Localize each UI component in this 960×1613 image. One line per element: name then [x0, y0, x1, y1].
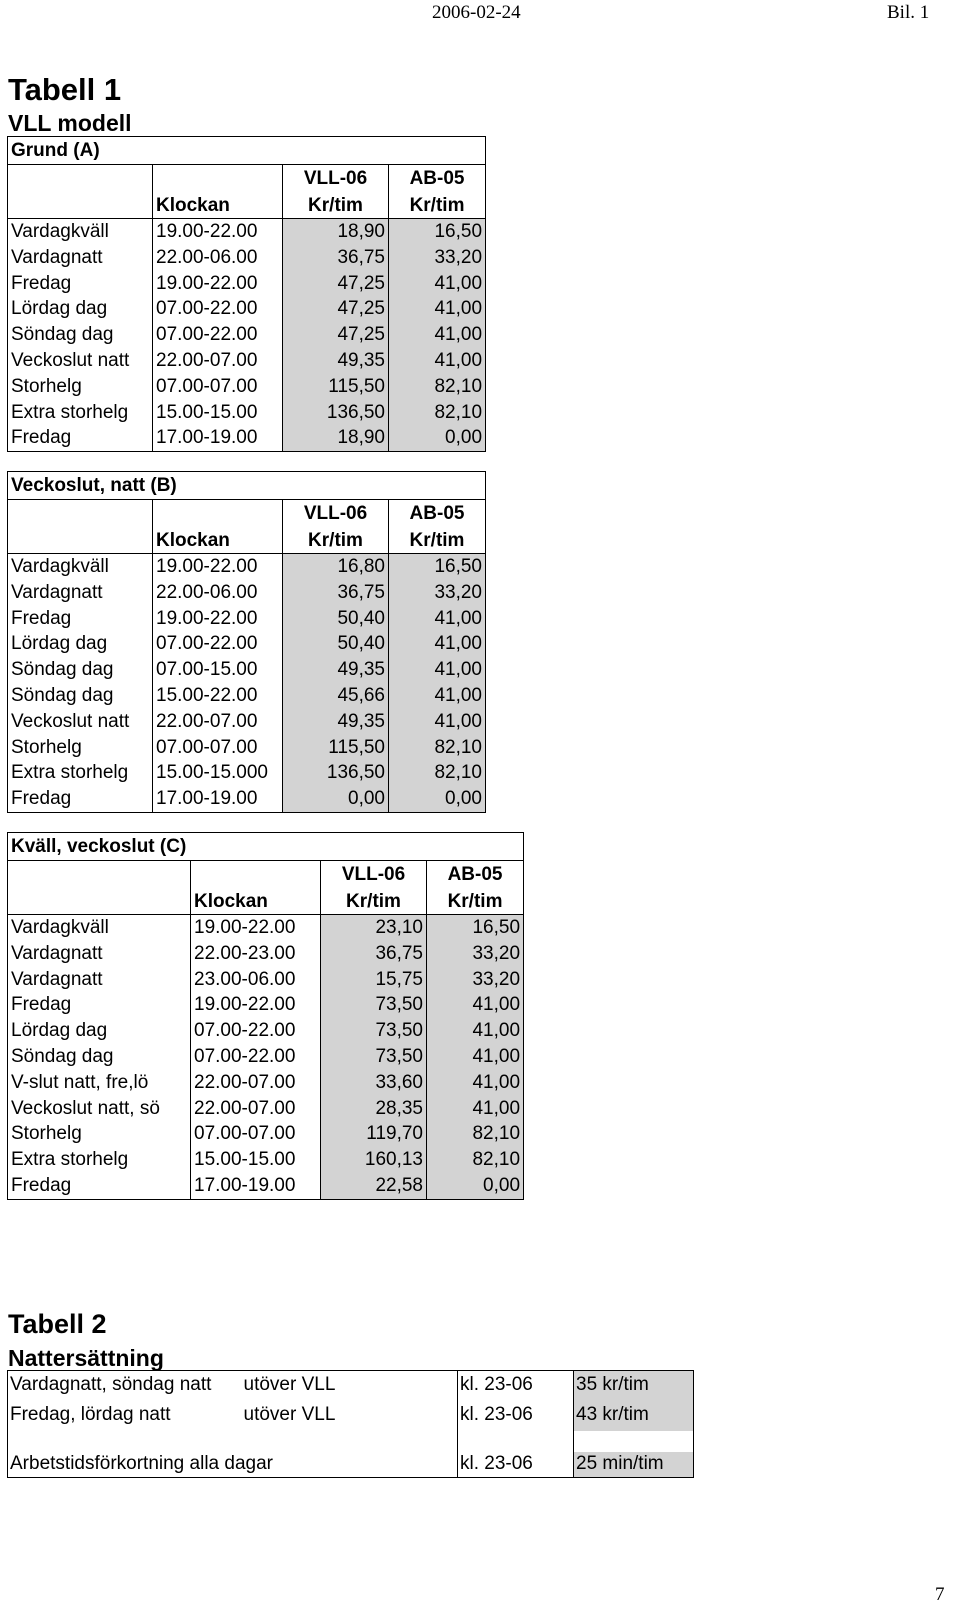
column-header-blank: [8, 889, 191, 915]
row-ab-rate: 82,10: [389, 374, 486, 400]
row-vll-rate: 50,40: [283, 631, 389, 657]
row-label: Storhelg: [8, 735, 153, 761]
column-header-vll: VLL-06: [321, 861, 427, 890]
table-row: [8, 760, 486, 786]
column-header-spacer: [191, 861, 321, 890]
column-header-ab-unit: Kr/tim: [427, 889, 524, 915]
row-vll-rate: 36,75: [321, 941, 427, 967]
column-header-klockan: Klockan: [191, 889, 321, 915]
row-time: 23.00-06.00: [191, 967, 321, 993]
row-vll-rate: 0,00: [283, 786, 389, 812]
row-vll-rate: 18,90: [283, 219, 389, 245]
page-number: 7: [935, 1584, 945, 1605]
table-row: [8, 1452, 694, 1478]
row-ab-rate: 41,00: [427, 1070, 524, 1096]
row-time: 07.00-22.00: [153, 322, 283, 348]
row-vll-rate: 115,50: [283, 374, 389, 400]
row-ab-rate: 41,00: [389, 709, 486, 735]
row-vll-rate: 49,35: [283, 657, 389, 683]
row-label: Vardagnatt: [8, 245, 153, 271]
section-veckoslut-natt-table: [7, 471, 486, 813]
table-row: [8, 1121, 524, 1147]
row-label: Vardagnatt, söndag natt: [8, 1371, 242, 1400]
row-time: 22.00-06.00: [153, 580, 283, 606]
table2-subtitle: Nattersättning: [8, 1345, 164, 1371]
row-ab-rate: 41,00: [427, 992, 524, 1018]
column-header-klockan: Klockan: [153, 193, 283, 219]
column-header-ab: AB-05: [389, 500, 486, 529]
table-row: [8, 683, 486, 709]
row-time: 19.00-22.00: [153, 554, 283, 580]
table-row: [8, 786, 486, 812]
row-ab-rate: 41,00: [427, 1044, 524, 1070]
table-row: [8, 554, 486, 580]
row-label: Storhelg: [8, 1121, 191, 1147]
row-vll-rate: 16,80: [283, 554, 389, 580]
row-label: Vardagnatt: [8, 967, 191, 993]
row-vll-rate: 36,75: [283, 245, 389, 271]
row-label: Söndag dag: [8, 1044, 191, 1070]
table-row: [8, 1371, 694, 1400]
row-time: 22.00-07.00: [191, 1070, 321, 1096]
table-row: [8, 941, 524, 967]
row-time: 07.00-22.00: [191, 1018, 321, 1044]
row-vll-rate: 136,50: [283, 760, 389, 786]
row-ab-rate: 41,00: [389, 657, 486, 683]
row-label: Vardagkväll: [8, 554, 153, 580]
column-header-row: [8, 165, 486, 194]
row-time: 15.00-15.00: [191, 1147, 321, 1173]
row-label: Lördag dag: [8, 631, 153, 657]
row-ab-rate: 33,20: [389, 580, 486, 606]
table-row: [8, 631, 486, 657]
row-label: Fredag: [8, 786, 153, 812]
section-header-row: [8, 833, 524, 861]
column-header-spacer: [153, 500, 283, 529]
table-row: [8, 606, 486, 632]
table-row: [8, 219, 486, 245]
table-row: [8, 735, 486, 761]
row-label: Fredag: [8, 992, 191, 1018]
row-label: Fredag: [8, 271, 153, 297]
column-header-row: [8, 889, 524, 915]
row-label: Storhelg: [8, 374, 153, 400]
table-row: [8, 425, 486, 451]
column-header-ab-unit: Kr/tim: [389, 528, 486, 554]
row-label: V-slut natt, fre,lö: [8, 1070, 191, 1096]
header-attachment-label: Bil. 1: [887, 2, 930, 23]
row-time: 07.00-22.00: [191, 1044, 321, 1070]
row-vll-rate: 23,10: [321, 915, 427, 941]
table-row: [8, 1070, 524, 1096]
row-vll-rate: 73,50: [321, 992, 427, 1018]
row-vll-rate: 136,50: [283, 400, 389, 426]
column-header-blank: [8, 193, 153, 219]
row-vll-rate: 49,35: [283, 709, 389, 735]
row-ab-rate: 16,50: [427, 915, 524, 941]
row-label: Lördag dag: [8, 296, 153, 322]
row-ab-rate: 82,10: [427, 1121, 524, 1147]
row-label: Fredag: [8, 425, 153, 451]
table1-title: Tabell 1: [8, 72, 122, 107]
row-vll-rate: 73,50: [321, 1044, 427, 1070]
row-time: 17.00-19.00: [153, 786, 283, 812]
table-row: [8, 1096, 524, 1122]
row-ab-rate: 33,20: [427, 967, 524, 993]
row-ab-rate: 41,00: [389, 322, 486, 348]
row-ab-rate: 82,10: [389, 760, 486, 786]
row-ab-rate: 82,10: [389, 400, 486, 426]
row-time: 15.00-15.000: [153, 760, 283, 786]
row-ab-rate: 0,00: [427, 1173, 524, 1199]
table-row: [8, 1044, 524, 1070]
row-ab-rate: 33,20: [389, 245, 486, 271]
row-time: 17.00-19.00: [191, 1173, 321, 1199]
column-header-vll: VLL-06: [283, 500, 389, 529]
section-header-row: [8, 137, 486, 165]
table2-title: Tabell 2: [8, 1309, 107, 1339]
column-header-vll-unit: Kr/tim: [321, 889, 427, 915]
row-ab-rate: 16,50: [389, 219, 486, 245]
row-ab-rate: 41,00: [427, 1018, 524, 1044]
row-time: 19.00-22.00: [153, 271, 283, 297]
column-header-klockan: Klockan: [153, 528, 283, 554]
table-row: [8, 915, 524, 941]
row-time: 17.00-19.00: [153, 425, 283, 451]
row-time: 19.00-22.00: [153, 606, 283, 632]
row-time: 22.00-07.00: [153, 709, 283, 735]
row-ab-rate: 41,00: [389, 606, 486, 632]
row-time: 22.00-23.00: [191, 941, 321, 967]
row-label: Söndag dag: [8, 657, 153, 683]
nattersattning-table: [7, 1370, 694, 1478]
row-note: utöver VLL: [243, 1374, 336, 1396]
row-time: 19.00-22.00: [191, 915, 321, 941]
table-row: [8, 400, 486, 426]
row-vll-rate: 33,60: [321, 1070, 427, 1096]
column-header-vll-unit: Kr/tim: [283, 193, 389, 219]
column-header-blank: [8, 528, 153, 554]
row-vll-rate: 28,35: [321, 1096, 427, 1122]
row-label: Lördag dag: [8, 1018, 191, 1044]
row-label: Söndag dag: [8, 322, 153, 348]
section-title: Grund (A): [8, 137, 486, 165]
row-label: Veckoslut natt: [8, 709, 153, 735]
row-time: 07.00-22.00: [153, 631, 283, 657]
row-label: Söndag dag: [8, 683, 153, 709]
table-row: [8, 1147, 524, 1173]
column-header-vll-unit: Kr/tim: [283, 528, 389, 554]
section-kvall-veckoslut-table: [7, 832, 524, 1200]
row-label: Veckoslut natt: [8, 348, 153, 374]
header-date: 2006-02-24: [432, 2, 521, 23]
table-row: [8, 967, 524, 993]
row-time: 07.00-15.00: [153, 657, 283, 683]
row-label: Vardagnatt: [8, 580, 153, 606]
row-ab-rate: 82,10: [427, 1147, 524, 1173]
row-vll-rate: 47,25: [283, 322, 389, 348]
column-header-row: [8, 528, 486, 554]
row-ab-rate: 41,00: [389, 296, 486, 322]
row-ab-rate: 82,10: [389, 735, 486, 761]
row-vll-rate: 119,70: [321, 1121, 427, 1147]
column-header-blank: [8, 165, 153, 194]
row-vll-rate: 47,25: [283, 296, 389, 322]
row-label: Extra storhelg: [8, 1147, 191, 1173]
row-time: 07.00-07.00: [153, 374, 283, 400]
row-time: 19.00-22.00: [191, 992, 321, 1018]
table1-subtitle: VLL modell: [8, 110, 132, 136]
table-row: [8, 348, 486, 374]
row-vll-rate: 115,50: [283, 735, 389, 761]
row-vll-rate: 50,40: [283, 606, 389, 632]
row-time: kl. 23-06: [458, 1371, 574, 1400]
row-vll-rate: 160,13: [321, 1147, 427, 1173]
column-header-row: [8, 193, 486, 219]
row-time: 15.00-22.00: [153, 683, 283, 709]
column-header-spacer: [153, 165, 283, 194]
row-label: Extra storhelg: [8, 400, 153, 426]
table-row: [8, 709, 486, 735]
row-time: 19.00-22.00: [153, 219, 283, 245]
table-row: [8, 580, 486, 606]
row-time: 07.00-22.00: [153, 296, 283, 322]
column-header-ab: AB-05: [427, 861, 524, 890]
row-time: kl. 23-06: [458, 1400, 574, 1431]
row-time: 07.00-07.00: [153, 735, 283, 761]
column-header-blank: [8, 500, 153, 529]
column-header-ab-unit: Kr/tim: [389, 193, 486, 219]
column-header-row: [8, 861, 524, 890]
row-vll-rate: 36,75: [283, 580, 389, 606]
row-note: utöver VLL: [243, 1404, 336, 1425]
row-time: 22.00-07.00: [153, 348, 283, 374]
row-label: Vardagkväll: [8, 915, 191, 941]
row-ab-rate: 0,00: [389, 425, 486, 451]
row-time: 07.00-07.00: [191, 1121, 321, 1147]
table-row: [8, 271, 486, 297]
row-rate: 35 kr/tim: [574, 1371, 694, 1400]
row-vll-rate: 49,35: [283, 348, 389, 374]
row-label: Vardagkväll: [8, 219, 153, 245]
row-time: 15.00-15.00: [153, 400, 283, 426]
column-header-row: [8, 500, 486, 529]
row-label: Fredag: [8, 1173, 191, 1199]
table-row: [8, 1173, 524, 1199]
section-header-row: [8, 472, 486, 500]
row-ab-rate: 41,00: [389, 348, 486, 374]
section-title: Kväll, veckoslut (C): [8, 833, 524, 861]
row-vll-rate: 47,25: [283, 271, 389, 297]
row-rate: 25 min/tim: [574, 1452, 694, 1478]
row-ab-rate: 41,00: [389, 683, 486, 709]
spacer-row: [8, 1431, 694, 1452]
column-header-ab: AB-05: [389, 165, 486, 194]
row-ab-rate: 41,00: [389, 271, 486, 297]
row-rate: 43 kr/tim: [574, 1400, 694, 1431]
section-title: Veckoslut, natt (B): [8, 472, 486, 500]
row-ab-rate: 33,20: [427, 941, 524, 967]
row-vll-rate: 15,75: [321, 967, 427, 993]
row-label: Extra storhelg: [8, 760, 153, 786]
row-label: Vardagnatt: [8, 941, 191, 967]
table-row: [8, 245, 486, 271]
column-header-blank: [8, 861, 191, 890]
row-vll-rate: 18,90: [283, 425, 389, 451]
section-grund-table: [7, 136, 486, 452]
row-vll-rate: 73,50: [321, 1018, 427, 1044]
table-row: [8, 992, 524, 1018]
table-row: [8, 657, 486, 683]
row-label: Veckoslut natt, sö: [8, 1096, 191, 1122]
table-row: [8, 1400, 694, 1431]
table-row: [8, 374, 486, 400]
row-ab-rate: 0,00: [389, 786, 486, 812]
row-ab-rate: 16,50: [389, 554, 486, 580]
row-time: 22.00-07.00: [191, 1096, 321, 1122]
row-label: Fredag: [8, 606, 153, 632]
row-vll-rate: 22,58: [321, 1173, 427, 1199]
column-header-vll: VLL-06: [283, 165, 389, 194]
row-ab-rate: 41,00: [389, 631, 486, 657]
table-row: [8, 296, 486, 322]
row-label: Arbetstidsförkortning alla dagar: [8, 1452, 458, 1478]
row-label: Fredag, lördag natt: [8, 1400, 242, 1431]
table-row: [8, 1018, 524, 1044]
row-time: 22.00-06.00: [153, 245, 283, 271]
row-ab-rate: 41,00: [427, 1096, 524, 1122]
table-row: [8, 322, 486, 348]
row-time: kl. 23-06: [458, 1452, 574, 1478]
row-vll-rate: 45,66: [283, 683, 389, 709]
